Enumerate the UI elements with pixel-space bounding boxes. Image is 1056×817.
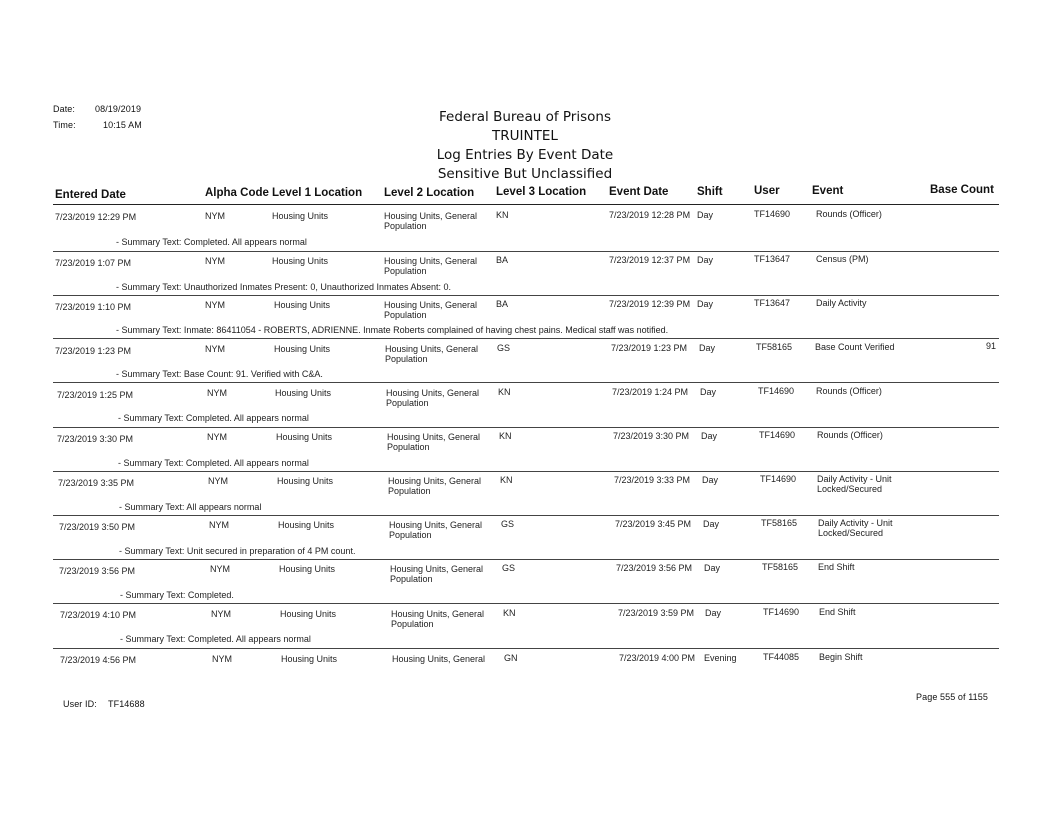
- row-divider: [53, 515, 999, 516]
- cell-user: TF14690: [763, 607, 800, 617]
- user-id-value: TF14688: [108, 699, 145, 709]
- cell-level1: Housing Units: [277, 476, 334, 486]
- col-event-date: Event Date: [609, 186, 669, 198]
- cell-event: Census (PM): [816, 254, 869, 264]
- cell-level1: Housing Units: [272, 211, 329, 221]
- cell-shift: Day: [697, 299, 714, 309]
- cell-alpha-code: NYM: [205, 256, 225, 266]
- cell-level1: Housing Units: [275, 388, 332, 398]
- cell-level1: Housing Units: [272, 256, 329, 266]
- cell-entered-date: 7/23/2019 4:10 PM: [60, 610, 137, 620]
- row-summary: - Summary Text: Completed. All appears normal: [118, 413, 309, 423]
- cell-alpha-code: NYM: [207, 432, 227, 442]
- cell-level2: Housing Units, General Population: [384, 211, 478, 231]
- cell-alpha-code: NYM: [209, 520, 229, 530]
- col-user: User: [754, 185, 780, 197]
- cell-event-date: 7/23/2019 1:24 PM: [612, 387, 689, 397]
- cell-level2: Housing Units, General Population: [391, 609, 485, 629]
- cell-alpha-code: NYM: [205, 211, 225, 221]
- cell-entered-date: 7/23/2019 3:30 PM: [57, 434, 134, 444]
- cell-alpha-code: NYM: [210, 564, 230, 574]
- user-id-label: User ID:: [63, 699, 97, 709]
- cell-level1: Housing Units: [274, 344, 331, 354]
- cell-shift: Day: [701, 431, 718, 441]
- col-base-count: Base Count: [930, 184, 994, 196]
- cell-level1: Housing Units: [274, 300, 331, 310]
- time-label: Time:: [53, 120, 76, 130]
- title-agency: Federal Bureau of Prisons: [439, 109, 611, 125]
- cell-user: TF58165: [762, 562, 799, 572]
- cell-entered-date: 7/23/2019 3:56 PM: [59, 566, 136, 576]
- row-summary: - Summary Text: Unit secured in preparation of 4 PM count.: [119, 546, 356, 556]
- cell-level3: KN: [496, 210, 509, 220]
- cell-event: Begin Shift: [819, 652, 863, 662]
- row-summary: - Summary Text: Completed.: [120, 590, 234, 600]
- cell-level1: Housing Units: [279, 564, 336, 574]
- cell-entered-date: 7/23/2019 1:23 PM: [55, 346, 132, 356]
- cell-level3: KN: [498, 387, 511, 397]
- cell-level3: BA: [496, 255, 509, 265]
- cell-user: TF58165: [761, 518, 798, 528]
- cell-event-date: 7/23/2019 3:56 PM: [616, 563, 693, 573]
- cell-entered-date: 7/23/2019 1:25 PM: [57, 390, 134, 400]
- cell-entered-date: 7/23/2019 1:10 PM: [55, 302, 132, 312]
- col-level2: Level 2 Location: [384, 187, 475, 199]
- cell-event-date: 7/23/2019 12:28 PM: [609, 210, 691, 220]
- cell-level1: Housing Units: [276, 432, 333, 442]
- cell-level3: GS: [502, 563, 516, 573]
- cell-level2: Housing Units, General: [392, 654, 486, 664]
- cell-user: TF14690: [760, 474, 797, 484]
- cell-alpha-code: NYM: [205, 344, 225, 354]
- cell-event: Daily Activity - Unit Locked/Secured: [817, 474, 892, 494]
- row-summary: - Summary Text: Completed. All appears normal: [118, 458, 309, 468]
- cell-level2: Housing Units, General Population: [389, 520, 483, 540]
- cell-level3: KN: [499, 431, 512, 441]
- cell-entered-date: 7/23/2019 1:07 PM: [55, 258, 132, 268]
- cell-level3: KN: [503, 608, 516, 618]
- row-divider: [53, 471, 999, 472]
- cell-level2: Housing Units, General Population: [387, 432, 481, 452]
- cell-user: TF14690: [758, 386, 795, 396]
- row-divider: [53, 382, 999, 383]
- col-event: Event: [812, 185, 844, 197]
- cell-event-date: 7/23/2019 3:33 PM: [614, 475, 691, 485]
- cell-level1: Housing Units: [280, 609, 337, 619]
- row-summary: - Summary Text: Inmate: 86411054 - ROBERTS, ADRIENNE. Inmate Roberts complained of having chest pains. Medical staff was notified.: [116, 325, 669, 335]
- page-number: Page 555 of 1155: [916, 692, 988, 702]
- cell-level3: GS: [497, 343, 511, 353]
- row-divider: [53, 251, 999, 252]
- cell-alpha-code: NYM: [211, 609, 231, 619]
- cell-event-date: 7/23/2019 12:39 PM: [609, 299, 691, 309]
- cell-event-date: 7/23/2019 3:45 PM: [615, 519, 692, 529]
- cell-event: Daily Activity - Unit Locked/Secured: [818, 518, 893, 538]
- row-summary: - Summary Text: Unauthorized Inmates Present: 0, Unauthorized Inmates Absent: 0.: [116, 282, 451, 292]
- cell-event-date: 7/23/2019 3:59 PM: [618, 608, 695, 618]
- row-summary: - Summary Text: Completed. All appears normal: [116, 237, 307, 247]
- cell-alpha-code: NYM: [208, 476, 228, 486]
- cell-event: Rounds (Officer): [817, 430, 883, 440]
- col-level1: Level 1 Location: [272, 187, 363, 199]
- row-divider: [53, 559, 999, 560]
- cell-user: TF14690: [759, 430, 796, 440]
- col-shift: Shift: [697, 186, 723, 198]
- cell-event: Rounds (Officer): [816, 386, 882, 396]
- col-entered-date: Entered Date: [55, 189, 126, 201]
- cell-shift: Day: [699, 343, 716, 353]
- time-value: 10:15 AM: [103, 120, 142, 130]
- row-summary: - Summary Text: All appears normal: [119, 502, 262, 512]
- cell-level3: GN: [504, 653, 518, 663]
- cell-entered-date: 7/23/2019 12:29 PM: [55, 212, 137, 222]
- date-label: Date:: [53, 104, 76, 114]
- cell-event-date: 7/23/2019 12:37 PM: [609, 255, 691, 265]
- col-level3: Level 3 Location: [496, 186, 587, 198]
- cell-alpha-code: NYM: [205, 300, 225, 310]
- cell-event: Base Count Verified: [815, 342, 895, 352]
- cell-event: End Shift: [818, 562, 855, 572]
- row-divider: [53, 338, 999, 339]
- cell-shift: Day: [705, 608, 722, 618]
- cell-event: End Shift: [819, 607, 856, 617]
- row-divider: [53, 648, 999, 649]
- col-alpha-code: Alpha Code: [205, 187, 269, 199]
- cell-shift: Day: [702, 475, 719, 485]
- row-summary: - Summary Text: Base Count: 91. Verified with C&A.: [116, 369, 323, 379]
- cell-user: TF13647: [754, 298, 791, 308]
- cell-event: Daily Activity: [816, 298, 867, 308]
- cell-shift: Day: [703, 519, 720, 529]
- row-divider: [53, 427, 999, 428]
- cell-level2: Housing Units, General Population: [386, 388, 480, 408]
- cell-level2: Housing Units, General Population: [384, 256, 478, 276]
- cell-user: TF14690: [754, 209, 791, 219]
- cell-level1: Housing Units: [278, 520, 335, 530]
- cell-level3: BA: [496, 299, 509, 309]
- cell-level3: KN: [500, 475, 513, 485]
- cell-shift: Day: [697, 210, 714, 220]
- title-classification: Sensitive But Unclassified: [437, 166, 613, 182]
- cell-shift: Evening: [704, 653, 737, 663]
- cell-level2: Housing Units, General Population: [388, 476, 482, 496]
- cell-entered-date: 7/23/2019 3:50 PM: [59, 522, 136, 532]
- cell-level2: Housing Units, General Population: [390, 564, 484, 584]
- cell-event: Rounds (Officer): [816, 209, 882, 219]
- cell-user: TF13647: [754, 254, 791, 264]
- row-divider: [53, 295, 999, 296]
- cell-alpha-code: NYM: [212, 654, 232, 664]
- cell-level3: GS: [501, 519, 515, 529]
- cell-shift: Day: [697, 255, 714, 265]
- cell-level1: Housing Units: [281, 654, 338, 664]
- cell-alpha-code: NYM: [207, 388, 227, 398]
- title-system: TRUINTEL: [492, 128, 558, 144]
- cell-shift: Day: [700, 387, 717, 397]
- cell-event-date: 7/23/2019 1:23 PM: [611, 343, 688, 353]
- title-report: Log Entries By Event Date: [436, 147, 614, 163]
- date-value: 08/19/2019: [95, 104, 142, 114]
- cell-entered-date: 7/23/2019 3:35 PM: [58, 478, 135, 488]
- cell-event-date: 7/23/2019 3:30 PM: [613, 431, 690, 441]
- cell-level2: Housing Units, General Population: [385, 344, 479, 364]
- cell-user: TF44085: [763, 652, 800, 662]
- cell-base-count: 91: [986, 341, 997, 351]
- header-rule: [53, 204, 999, 205]
- row-divider: [53, 603, 999, 604]
- row-summary: - Summary Text: Completed. All appears normal: [120, 634, 311, 644]
- cell-entered-date: 7/23/2019 4:56 PM: [60, 655, 137, 665]
- cell-level2: Housing Units, General Population: [384, 300, 478, 320]
- cell-shift: Day: [704, 563, 721, 573]
- cell-event-date: 7/23/2019 4:00 PM: [619, 653, 696, 663]
- cell-user: TF58165: [756, 342, 793, 352]
